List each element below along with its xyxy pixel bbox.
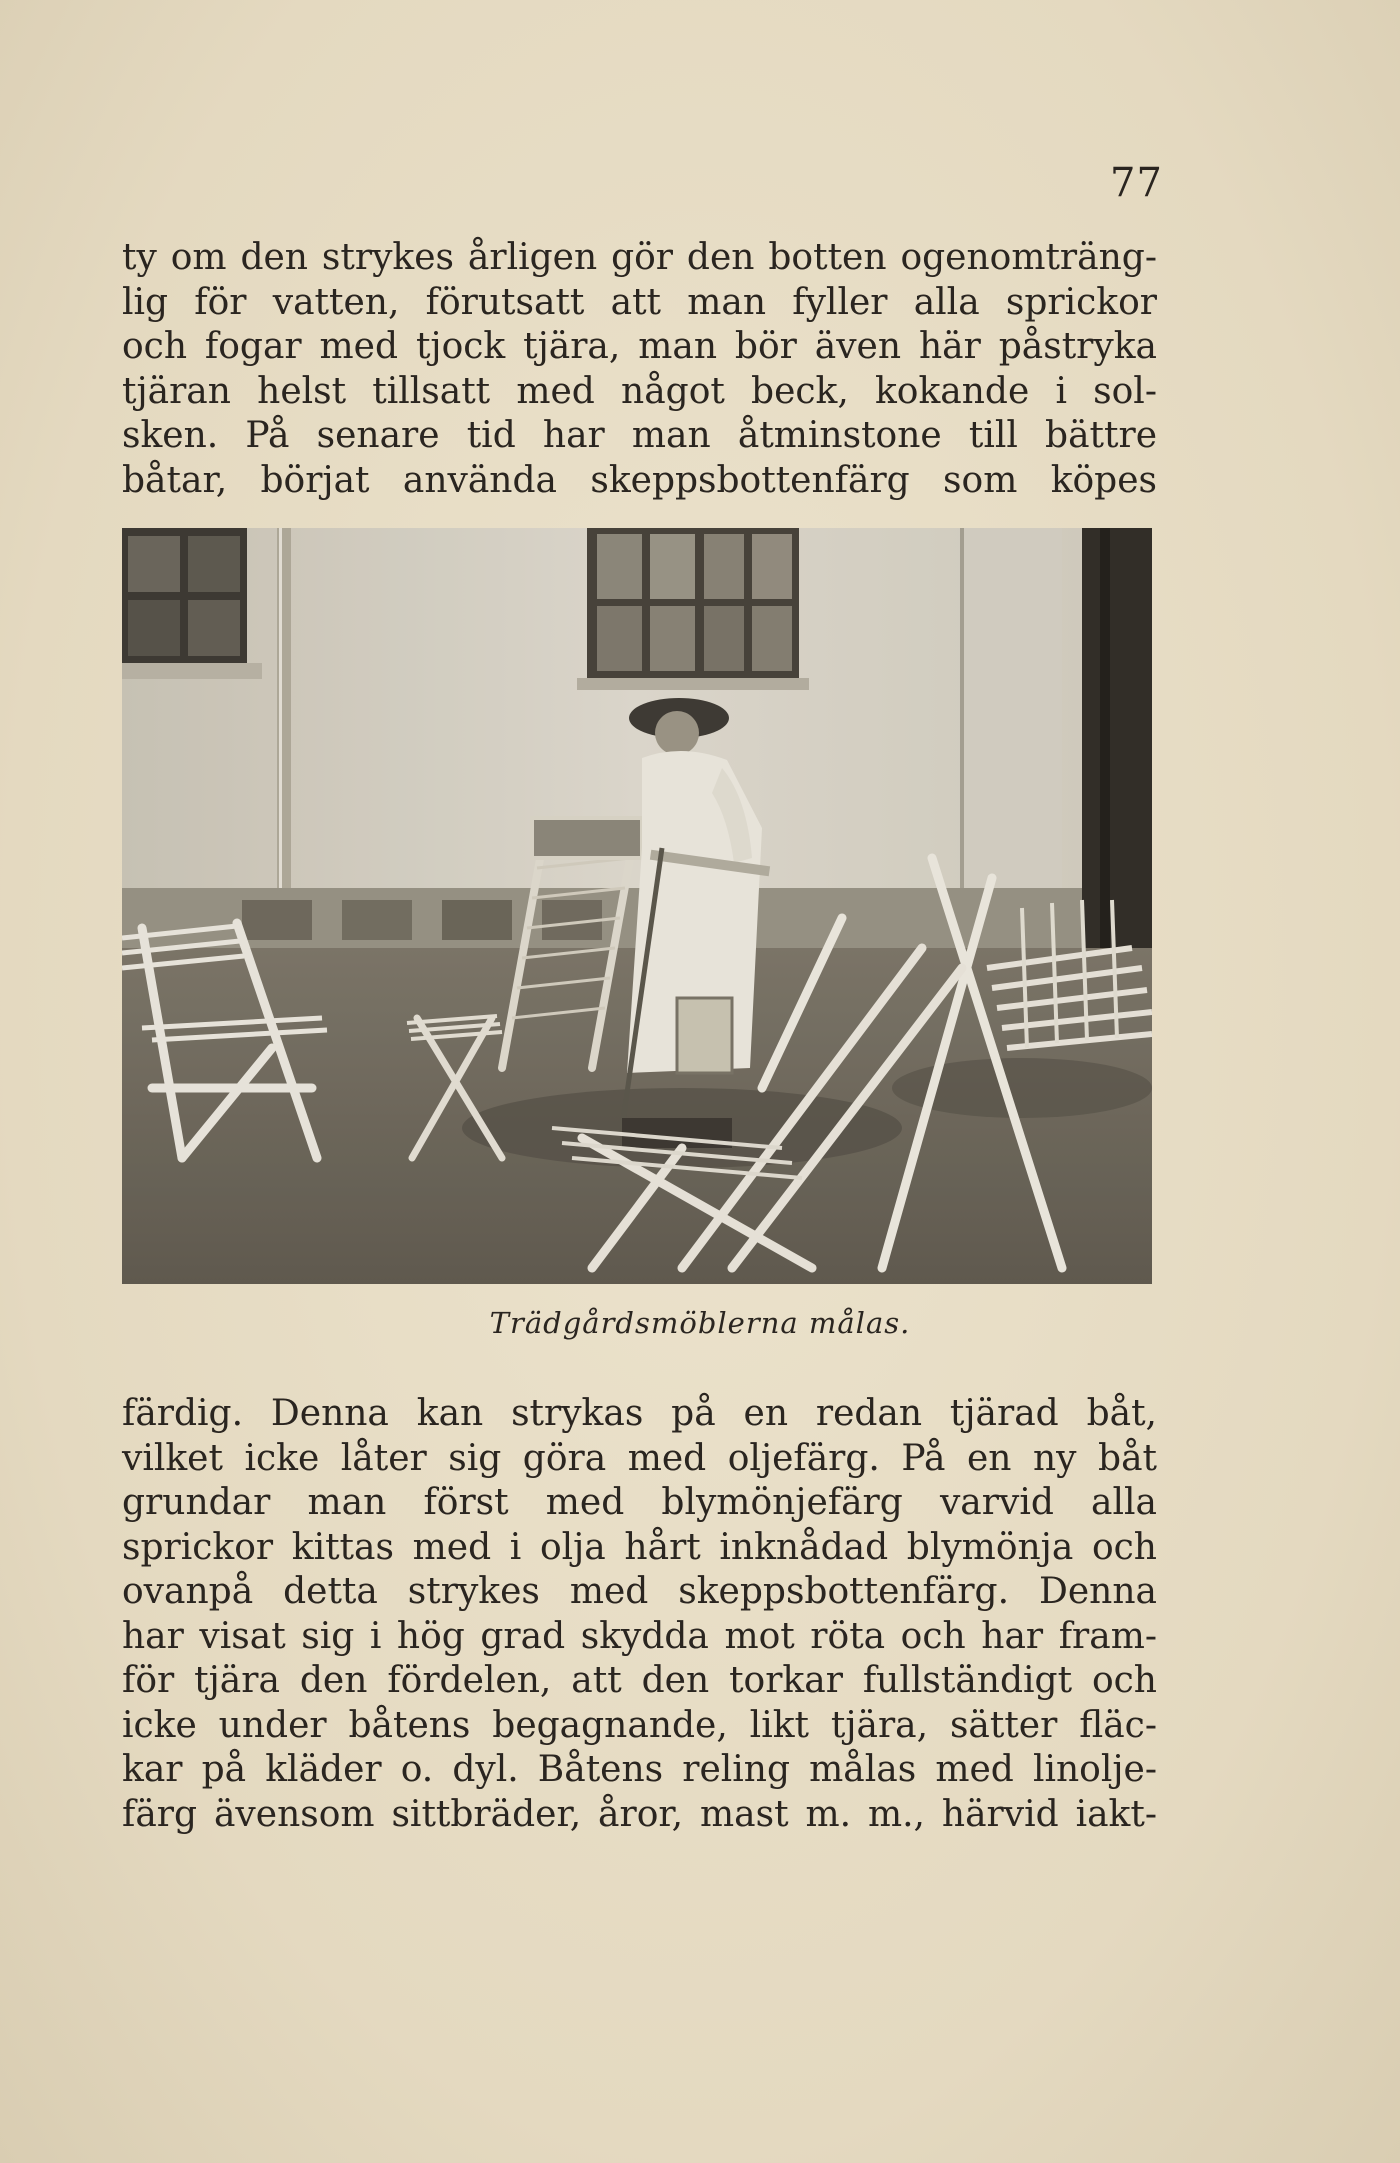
text-line: för tjära den fördelen, att den torkar fullständigt och [122,1660,1157,1701]
page-number: 77 [1110,160,1163,206]
photograph-illustration [122,528,1152,1284]
text-line: båtar, börjat använda skeppsbottenfärg som köpes [122,459,1157,501]
text-line: och fogar med tjock tjära, man bör även här påstryka [122,326,1157,367]
text-line: tjäran helst tillsatt med något beck, kokande i sol- [122,370,1157,412]
text-line: icke under båtens begagnande, likt tjära, sätter fläc- [122,1704,1157,1746]
text-line: sken. På senare tid har man åtminstone till bättre [122,415,1157,456]
text-line: grundar man först med blymönjefärg varvid alla [122,1482,1157,1523]
text-line: sprickor kittas med i olja hårt inknådad blymönja och [122,1526,1157,1568]
text-line: kar på kläder o. dyl. Båtens reling målas med linolje- [122,1749,1157,1790]
text-line: ty om den strykes årligen gör den botten ogenomträng- [122,237,1157,278]
text-line: färg ävensom sittbräder, åror, mast m. m., härvid iakt- [122,1793,1157,1835]
text-line: vilket icke låter sig göra med oljefärg. På en ny båt [122,1437,1157,1479]
text-line: har visat sig i hög grad skydda mot röta och har fram- [122,1615,1157,1657]
figure-caption: Trädgårdsmöblerna målas. [489,1306,911,1340]
text-line: färdig. Denna kan strykas på en redan tjärad båt, [122,1393,1157,1434]
paragraph-bottom [122,1392,1157,1837]
text-line: ovanpå detta strykes med skeppsbottenfärg. Denna [122,1571,1157,1612]
photograph [122,528,1152,1284]
text-line: lig för vatten, förutsatt att man fyller alla sprickor [122,281,1157,323]
paragraph-top [122,236,1157,503]
